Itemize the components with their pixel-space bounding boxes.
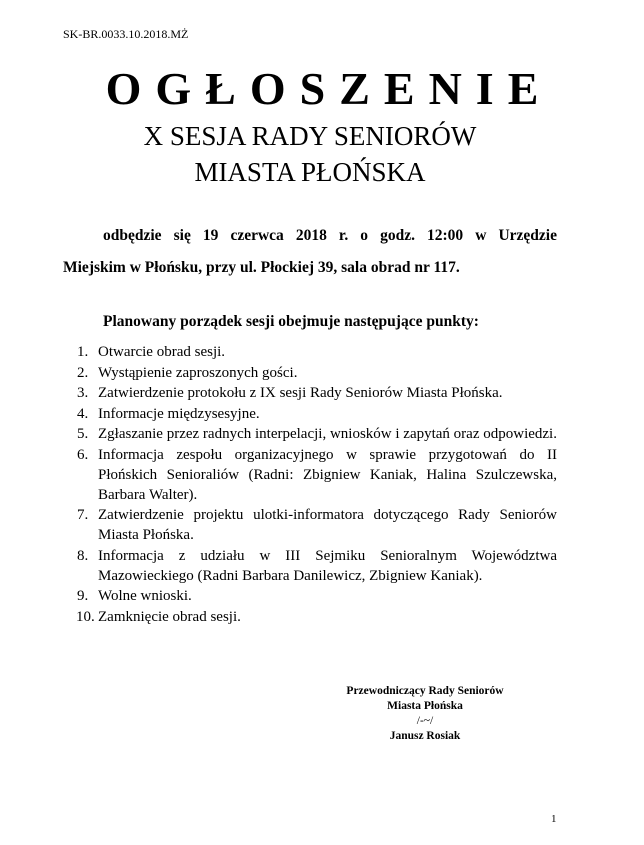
agenda-item (63, 445, 557, 505)
signature-name: Janusz Rosiak (389, 730, 461, 742)
agenda-item-text: Wystąpienie zaproszonych gości. (98, 364, 298, 381)
agenda-item-number: 6. (77, 446, 89, 463)
agenda-item-number: 5. (77, 426, 89, 442)
agenda-item-number: 3. (77, 385, 89, 401)
agenda-item-text: Informacja zespołu organizacyjnego w sprawie przygotowań do II Płońskich Senioraliów (Radni: Zbigniew Kaniak, Halina Szulczewska, Barbara Walter). (98, 446, 557, 503)
subtitle-line2: MIASTA PŁOŃSKA (194, 157, 426, 187)
agenda-item-text: Zamknięcie obrad sesji. (98, 608, 241, 625)
agenda-item-number: 4. (77, 405, 89, 422)
agenda-item-number: 10. (76, 608, 95, 625)
agenda-item (63, 363, 557, 383)
agenda-item-text: Zatwierdzenie protokołu z IX sesji Rady Seniorów Miasta Płońska. (98, 385, 503, 401)
agenda-item (63, 424, 557, 444)
agenda-item (63, 342, 557, 362)
agenda-list (63, 342, 557, 627)
document-title: OGŁOSZENIE (105, 63, 553, 114)
agenda-item-number: 8. (77, 547, 89, 564)
document-reference: SK-BR.0033.10.2018.MŻ (63, 27, 189, 41)
agenda-item-text: Informacja z udziału w III Sejmiku Senioralnym Województwa Mazowieckiego (Radni Barbara Danilewicz, Zbigniew Kaniak). (98, 547, 557, 584)
agenda-item (63, 607, 557, 627)
agenda-item-text: Wolne wnioski. (98, 588, 192, 604)
agenda-item (63, 586, 557, 606)
agenda-item-number: 7. (77, 507, 89, 523)
agenda-item (63, 505, 557, 545)
signature-role-line1: Przewodniczący Rady Seniorów (346, 685, 504, 697)
intro-line2: Miejskim w Płońsku, przy ul. Płockiej 39, sala obrad nr 117. (63, 259, 460, 276)
subtitle-line1: X SESJA RADY SENIORÓW (143, 121, 477, 151)
agenda-item-number: 2. (77, 364, 89, 381)
agenda-item-text: Zgłaszanie przez radnych interpelacji, wniosków i zapytań oraz odpowiedzi. (98, 426, 557, 442)
agenda-item-text: Zatwierdzenie projektu ulotki-informatora dotyczącego Rady Seniorów Miasta Płońska. (98, 507, 557, 543)
agenda-item-text: Informacje międzysesyjne. (98, 405, 260, 422)
agenda-item (63, 546, 557, 586)
agenda-item-number: 9. (77, 588, 89, 604)
agenda-heading: Planowany porządek sesji obejmuje następujące punkty: (103, 313, 479, 330)
page-number: 1 (551, 813, 557, 825)
agenda-item (63, 404, 557, 424)
agenda-item-text: Otwarcie obrad sesji. (98, 344, 226, 360)
intro-paragraph (63, 220, 557, 284)
signature-block (320, 684, 530, 744)
intro-line1: odbędzie się 19 czerwca 2018 r. o godz. 12:00 w Urzędzie (103, 227, 557, 244)
signature-role-line2: Miasta Płońska (387, 700, 463, 712)
agenda-item (63, 383, 557, 403)
agenda-item-number: 1. (77, 344, 89, 360)
signature-mark: /-~/ (416, 715, 434, 727)
